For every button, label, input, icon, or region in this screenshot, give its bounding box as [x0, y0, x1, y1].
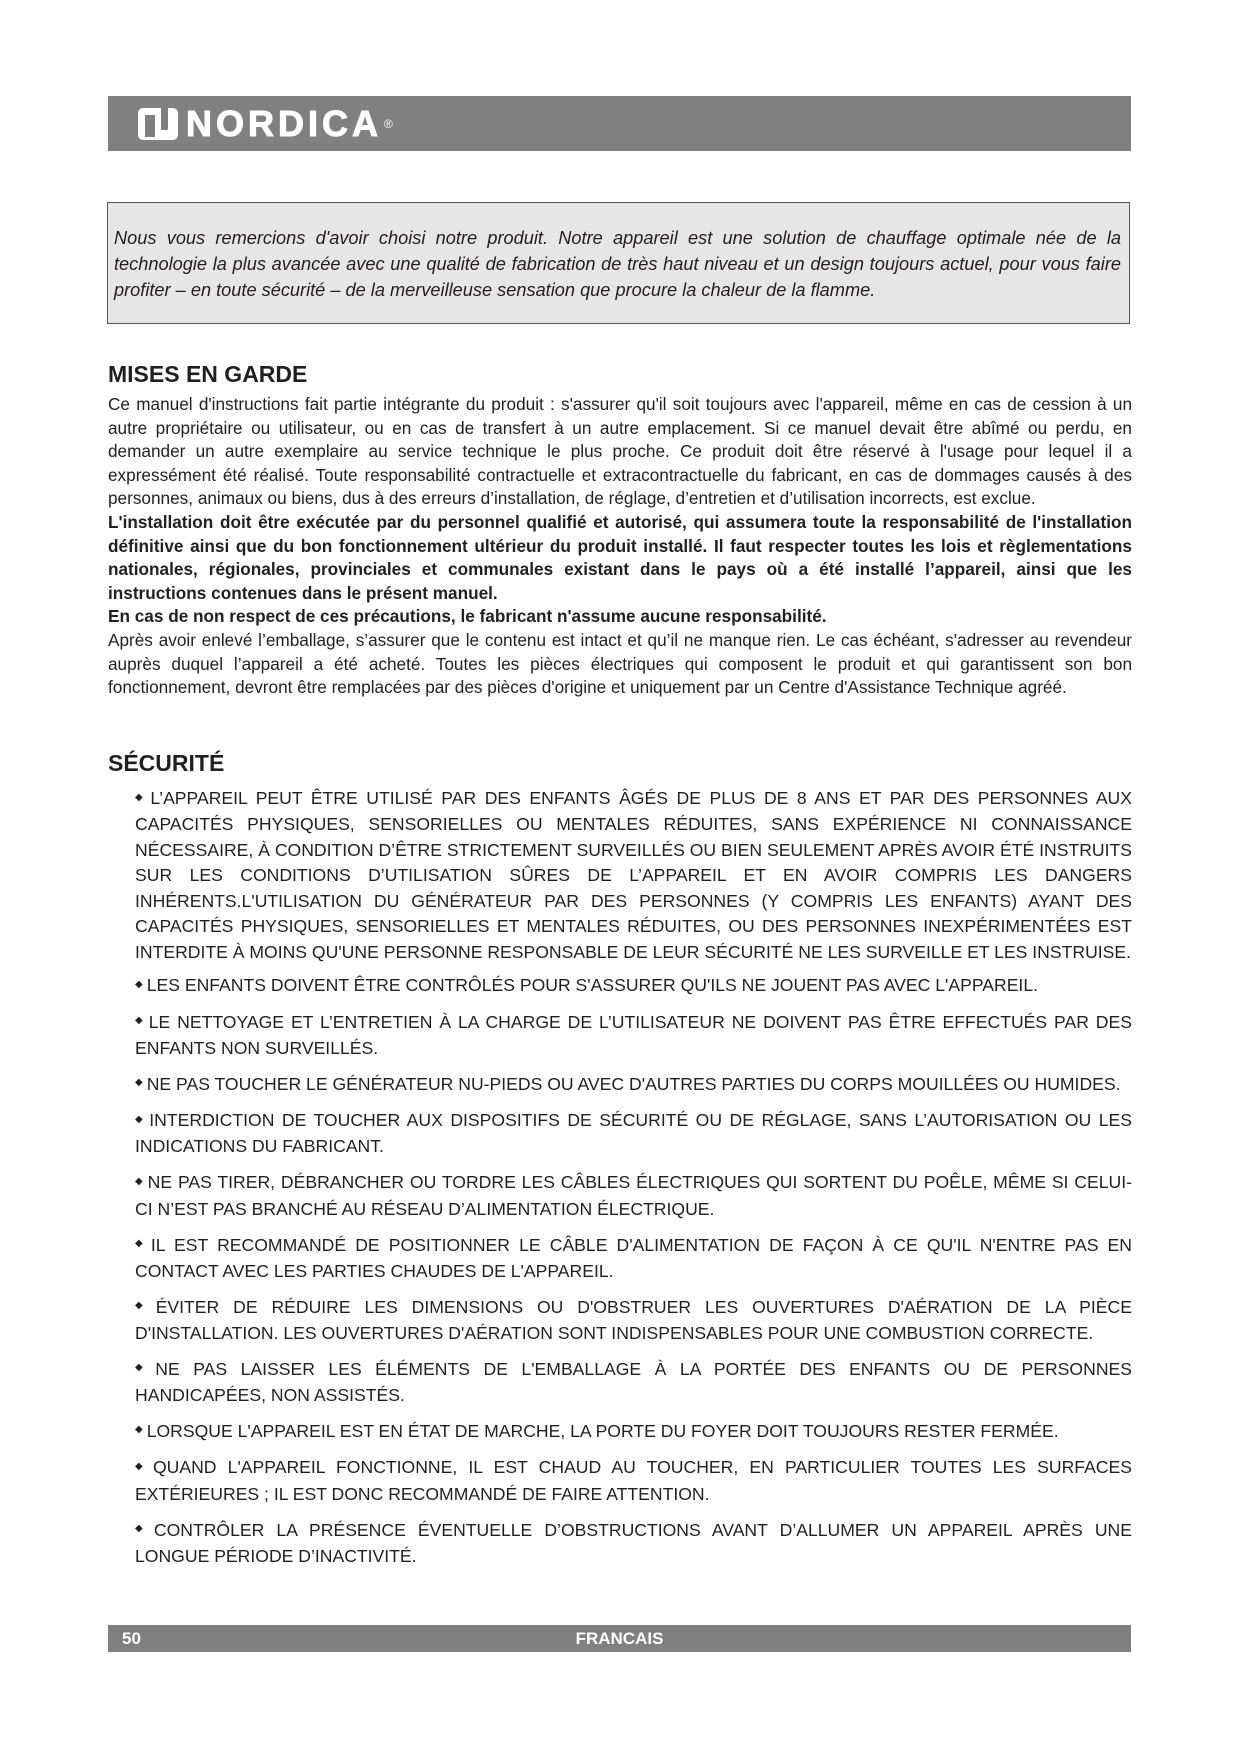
- bullet-icon: ◆: [135, 791, 147, 803]
- list-item: ◆ CONTRÔLER LA PRÉSENCE ÉVENTUELLE D’OBSTRUCTIONS AVANT D’ALLUMER UN APPAREIL APRÈS UNE LONGUE PÉRIODE D’INACTIVITÉ.: [135, 1519, 1132, 1566]
- bullet-icon: ◆: [135, 1238, 147, 1250]
- list-item: ◆ ÉVITER DE RÉDUIRE LES DIMENSIONS OU D'OBSTRUER LES OUVERTURES D'AÉRATION DE LA PIÈCE D'INSTALLATION. LES OUVERTURES D'AÉRATION SONT INDISPENSABLES POUR UNE COMBUSTION CORRECTE.: [135, 1296, 1132, 1343]
- bullet-icon: ◆: [135, 1362, 152, 1374]
- bullet-icon: ◆: [135, 1523, 150, 1535]
- warnings-title: MISES EN GARDE: [108, 361, 308, 387]
- warnings-bold-1: L'installation doit être exécutée par du personnel qualifié et autorisé, qui assumera toute la responsabilité de l'installation définitive ainsi que du bon fonctionnement ultérieur du produit installé. Il faut respecter toutes les lois et règlementations nationales, régionales, provinciales et communales existant dans le pays où a été installé l’appareil, ainsi que les instructions contenues dans le présent manuel.: [108, 511, 1132, 603]
- bullet-icon: ◆: [135, 1015, 145, 1027]
- list-item: ◆ NE PAS LAISSER LES ÉLÉMENTS DE L'EMBALLAGE À LA PORTÉE DES ENFANTS OU DE PERSONNES HANDICAPÉES, NON ASSISTÉS.: [135, 1358, 1132, 1405]
- warnings-paragraph-2: Après avoir enlevé l’emballage, s’assurer que le contenu est intact et qu’il ne manque rien. Le cas échéant, s'adresser au revendeur auprès duquel l’appareil a été acheté. Toutes les pièces électriques qui composent le produit et qui garantissent son bon fonctionnement, devront être remplacées par des pièces d'origine et uniquement par un Centre d'Assistance Technique agréé.: [108, 629, 1132, 698]
- list-item: ◆ L’APPAREIL PEUT ÊTRE UTILISÉ PAR DES ENFANTS ÂGÉS DE PLUS DE 8 ANS ET PAR DES PERSONNES AUX CAPACITÉS PHYSIQUES, SENSORIELLES OU MENTALES RÉDUITES, SANS EXPÉRIENCE NI CONNAISSANCE NÉCESSAIRE, À CONDITION D’ÊTRE STRICTEMENT SURVEILLÉS OU BIEN SEULEMENT APRÈS AVOIR ÉTÉ INSTRUITS SUR LES CONDITIONS D’UTILISATION SÛRES DE L’APPAREIL ET EN AVOIR COMPRIS LES DANGERS INHÉRENTS.L'UTILISATION DU GÉNÉRATEUR PAR DES PERSONNES (Y COMPRIS LES ENFANTS) AYANT DES CAPACITÉS PHYSIQUES, SENSORIELLES ET MENTALES RÉDUITES, OU DES PERSONNES INEXPÉRIMENTÉES EST INTERDITE À MOINS QU'UNE PERSONNE RESPONSABLE DE LEUR SÉCURITÉ NE LES SURVEILLE ET LES INSTRUISE.: [135, 788, 1132, 962]
- list-item: ◆ INTERDICTION DE TOUCHER AUX DISPOSITIFS DE SÉCURITÉ OU DE RÉGLAGE, SANS L’AUTORISATION OU LES INDICATIONS DU FABRICANT.: [135, 1110, 1132, 1157]
- list-item: ◆ LE NETTOYAGE ET L’ENTRETIEN À LA CHARGE DE L’UTILISATEUR NE DOIVENT PAS ÊTRE EFFECTUÉS PAR DES ENFANTS NON SURVEILLÉS.: [135, 1011, 1132, 1058]
- header-bar: [108, 96, 1131, 151]
- page-number: 50: [122, 1629, 141, 1648]
- footer-language: FRANCAIS: [575, 1629, 664, 1648]
- list-item: ◆ LORSQUE L'APPAREIL EST EN ÉTAT DE MARCHE, LA PORTE DU FOYER DOIT TOUJOURS RESTER FERMÉE.: [135, 1420, 1059, 1441]
- bullet-icon: ◆: [135, 1113, 146, 1125]
- list-item: ◆ NE PAS TOUCHER LE GÉNÉRATEUR NU-PIEDS OU AVEC D'AUTRES PARTIES DU CORPS MOUILLÉES OU HUMIDES.: [135, 1073, 1121, 1094]
- footer-bar: [108, 1625, 1131, 1652]
- bullet-icon: ◆: [135, 1300, 152, 1312]
- nordica-logo-icon: [136, 105, 182, 143]
- bullet-icon: ◆: [135, 1424, 143, 1436]
- intro-box: [107, 202, 1130, 324]
- brand-name: NORDICA: [186, 103, 382, 144]
- list-item: ◆ QUAND L'APPAREIL FONCTIONNE, IL EST CHAUD AU TOUCHER, EN PARTICULIER TOUTES LES SURFACES EXTÉRIEURES ; IL EST DONC RECOMMANDÉ DE FAIRE ATTENTION.: [135, 1457, 1132, 1504]
- list-item: ◆ IL EST RECOMMANDÉ DE POSITIONNER LE CÂBLE D'ALIMENTATION DE FAÇON À CE QU'IL N'ENTRE PAS EN CONTACT AVEC LES PARTIES CHAUDES DE L'APPAREIL.: [135, 1234, 1132, 1281]
- list-item: ◆ NE PAS TIRER, DÉBRANCHER OU TORDRE LES CÂBLES ÉLECTRIQUES QUI SORTENT DU POÊLE, MÊME SI CELUI-CI N’EST PAS BRANCHÉ AU RÉSEAU D’ALIMENTATION ÉLECTRIQUE.: [135, 1172, 1132, 1219]
- list-item: ◆ LES ENFANTS DOIVENT ÊTRE CONTRÔLÉS POUR S'ASSURER QU'ILS NE JOUENT PAS AVEC L'APPAREIL.: [135, 975, 1038, 996]
- brand-logo: [136, 104, 393, 144]
- bullet-icon: ◆: [135, 1176, 144, 1188]
- bullet-icon: ◆: [135, 978, 143, 990]
- security-list: [135, 786, 1132, 1580]
- bullet-icon: ◆: [135, 1461, 149, 1473]
- intro-text: Nous vous remercions d'avoir choisi notre produit. Notre appareil est une solution de chauffage optimale née de la technologie la plus avancée avec une qualité de fabrication de très haut niveau et un design toujours actuel, pour vous faire profiter – en toute sécurité – de la merveilleuse sensation que procure la chaleur de la flamme.: [114, 228, 1121, 300]
- security-title: SÉCURITÉ: [108, 750, 225, 776]
- registered-mark: ®: [384, 117, 393, 131]
- warnings-paragraph-1: Ce manuel d'instructions fait partie intégrante du produit : s'assurer qu'il soit toujours avec l'appareil, même en cas de cession à un autre propriétaire ou utilisateur, ou en cas de transfert à un autre emplacement. Si ce manuel devait être abîmé ou perdu, en demander un autre exemplaire au service technique le plus proche. Ce produit doit être réservé à l'usage pour lequel il a expressément été réalisé. Toute responsabilité contractuelle et extracontractuelle du fabricant, en cas de dommages causés à des personnes, animaux ou biens, dus à des erreurs d’installation, de réglage, d’entretien et d’utilisation incorrects, est exclue.: [108, 394, 1132, 509]
- bullet-icon: ◆: [135, 1077, 143, 1089]
- warnings-body: [108, 393, 1132, 700]
- warnings-bold-2: En cas de non respect de ces précautions, le fabricant n'assume aucune responsabilité.: [108, 606, 827, 627]
